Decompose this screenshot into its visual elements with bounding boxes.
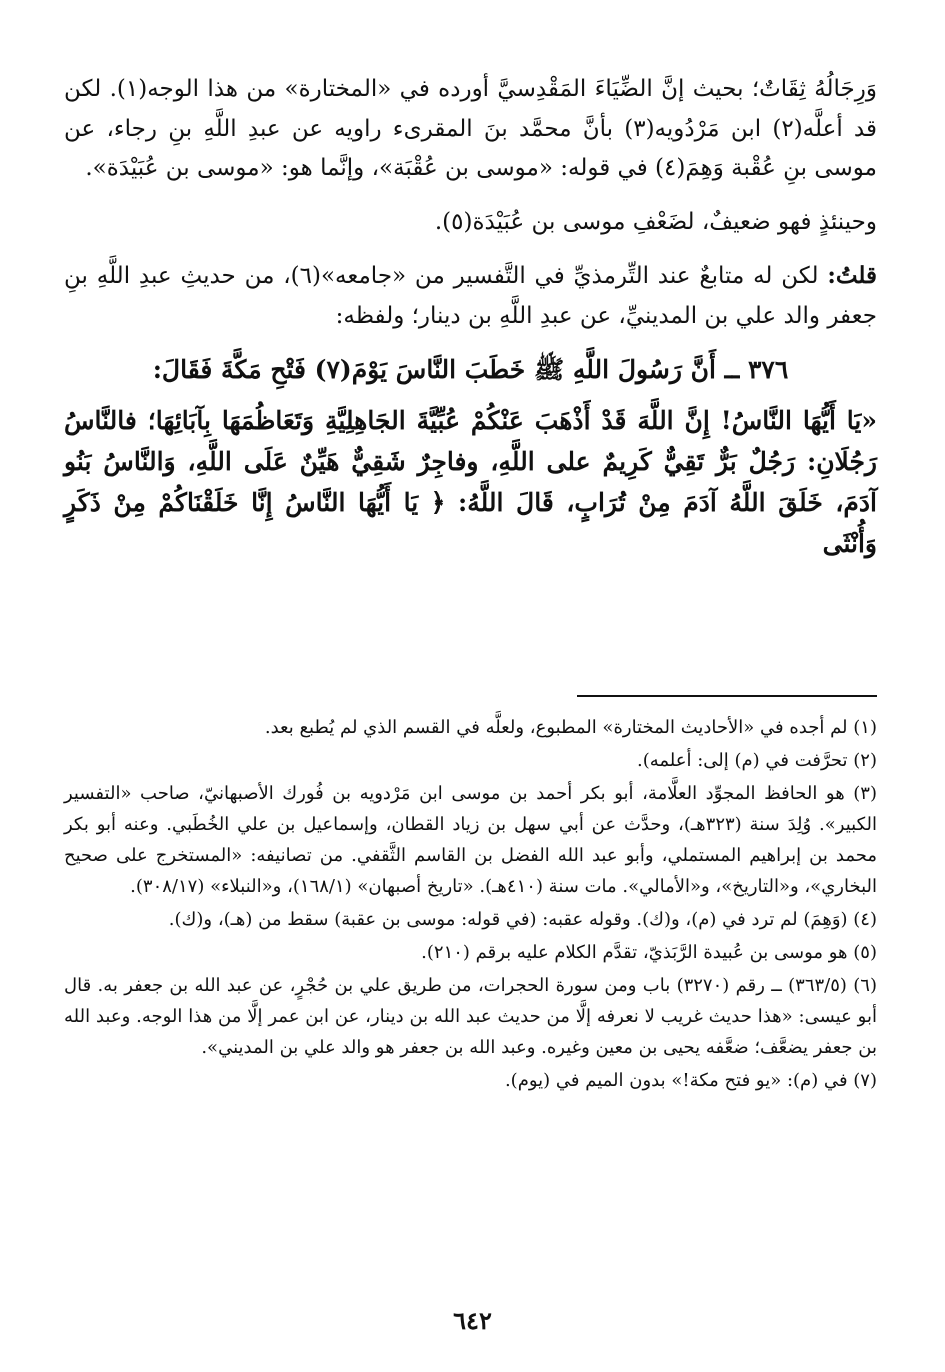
paragraph-1: وَرِجَالُهُ ثِقَاتٌ؛ بحيث إنَّ الضِّيَاءَ المَقْدِسيَّ أورده في «المختارة» من هذا الوجه(١). لكن قد أعلَّه(٢) ابن مَرْدُويه(٣) بأنَّ محمَّد بنَ المقرىء راويه عن عبدِ اللَّهِ بنِ رجاء، عن موسى بنِ عُقْبة وَهِمَ(٤) في قوله: «موسى بن عُقْبَة»، وإنَّما هو: «موسى بن عُبَيْدَة».	[64, 76, 877, 181]
footnote-3: (٣) هو الحافظ المجوِّد العلَّامة، أبو بكر أحمد بن موسى ابن مَرْدويه بن فُورك الأصبهانيّ، صاحب «التفسير الكبير». وُلِدَ سنة (٣٢٣هـ)، وحدَّث عن أبي سهل بن زياد القطان، وإسماعيل بن علي الخُطَبي. وعنه أبو بكر محمد بن إبراهيم المستملي، وأبو عبد الله الفضل بن القاسم الثَّقفي. من تصانيفه: «المستخرج على صحيح البخاري»، و«التاريخ»، و«الأمالي». مات سنة (٤١٠هـ). «تاريخ أصبهان» (١٦٨/١)، و«النبلاء» (٣٠٨/١٧).	[64, 783, 878, 897]
footnote-6: (٦) (٣٦٣/٥) ــ رقم (٣٢٧٠) باب ومن سورة الحجرات، من طريق علي بن حُجْرٍ، عن عبد الله بن جعفر به. قال أبو عيسى: «هذا حديث غريب لا نعرفه إلَّا من حديث عبد الله بن دينار، عن ابن عمر إلَّا من هذا الوجه. وعبد الله بن جعفر يضعَّف؛ ضعَّفه يحيى بن معين وغيره. وعبد الله بن جعفر هو والد علي بن المديني».	[64, 975, 877, 1058]
page-number: ٦٤٢	[453, 1306, 492, 1335]
footnote-separator	[577, 695, 877, 697]
footnote-5: (٥) هو موسى بن عُبيدة الرَّبَذيّ، تقدَّم الكلام عليه برقم (٢١٠).	[421, 942, 877, 963]
hadith-heading: ٣٧٦ ــ أَنَّ رَسُولَ اللَّهِ ﷺ خَطَبَ النَّاسَ يَوْمَ(٧) فَتْحِ مَكَّةَ فَقَالَ:	[152, 355, 789, 384]
footnote-7: (٧) في (م): «يو فتح مكة!» بدون الميم في (يوم).	[504, 1070, 877, 1091]
main-text	[64, 70, 877, 564]
footnotes	[64, 712, 877, 1098]
hadith-text: «يَا أَيُّهَا النَّاسُ! إِنَّ اللَّهَ قَدْ أَذْهَبَ عَنْكُمْ عُبِّيَّةَ الجَاهِلِيَّةِ وَتَعَاظُمَهَا بِآبَائِهَا؛ فالنَّاسُ رَجُلَانِ: رَجُلٌ بَرٌّ تَقِيٌّ كَرِيمٌ على اللَّهِ، وفاجِرٌ شَقِيٌّ هَيِّنٌ عَلَى اللَّهِ، وَالنَّاسُ بَنُو آدَمَ، خَلَقَ اللَّهُ آدَمَ مِنْ تُرَابٍ، قَالَ اللَّهُ: ﴿ يَا أَيُّهَا النَّاسُ إِنَّا خَلَقْنَاكُمْ مِنْ ذَكَرٍ وَأُنْثَى	[64, 406, 877, 558]
paragraph-2: وحينئذٍ فهو ضعيفٌ، لضَعْفِ موسى بن عُبَيْدَة(٥).	[434, 208, 877, 235]
footnote-1: (١) لم أجده في «الأحاديث المختارة» المطبوع، ولعلَّه في القسم الذي لم يُطبع بعد.	[264, 717, 877, 738]
paragraph-3-text: لكن له متابعٌ عند التِّرمذيِّ في التَّفسير من «جامعه»(٦)، من حديثِ عبدِ اللَّهِ بنِ جعفر والد علي بن المدينيِّ، عن عبدِ اللَّهِ بن دينار؛ ولفظه:	[64, 263, 877, 329]
footnote-2: (٢) تحرَّفت في (م) إلى: أعلمه).	[636, 750, 877, 771]
footnote-4: (٤) (وَهِمَ) لم ترد في (م)، و(ك). وقوله عقبه: (في قوله: موسى بن عقبة) سقط من (هـ)، و(ك).	[168, 909, 877, 930]
paragraph-3-lead: قلتُ:	[827, 262, 878, 289]
paragraph-3	[64, 256, 877, 336]
